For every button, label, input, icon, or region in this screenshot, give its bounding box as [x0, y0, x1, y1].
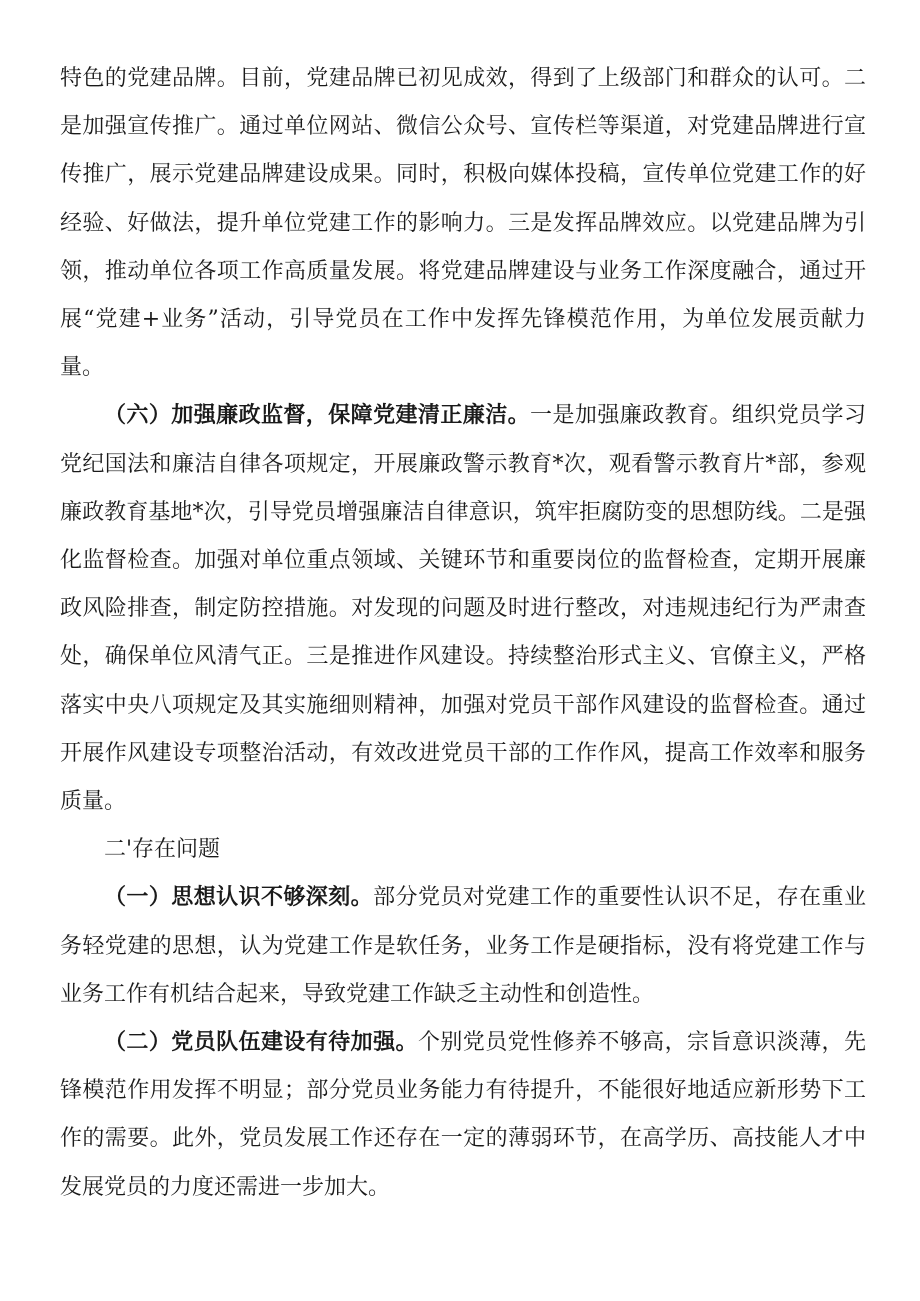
paragraph-heading: （六）加强廉政监督，保障党建清正廉洁。 [104, 403, 531, 429]
paragraph-brand-continued: 特色的党建品牌。目前，党建品牌已初见成效，得到了上级部门和群众的认可。二是加强宣传推广。通过单位网站、微信公众号、宣传栏等渠道，对党建品牌进行宣传推广，展示党建品牌建设成果。同时，积极向媒体投稿，宣传单位党建工作的好经验、好做法，提升单位党建工作的影响力。三是发挥品牌效应。以党建品牌为引领，推动单位各项工作高质量发展。将党建品牌建设与业务工作深度融合，通过开展“党建+业务”活动，引导党员在工作中发挥先锋模范作用，为单位发展贡献力量。 [60, 66, 866, 381]
document-body [60, 55, 866, 1212]
paragraph-heading: （一）思想认识不够深刻。 [104, 885, 374, 911]
paragraph-ideological-awareness [60, 874, 866, 1019]
paragraph-text: 部分党员对党建工作的重要性认识不足，存在重业务轻党建的思想，认为党建工作是软任务，业务工作是硬指标，没有将党建工作与业务工作有机结合起来，导致党建工作缺乏主动性和创造性。 [60, 885, 866, 1007]
paragraph-text: 一是加强廉政教育。组织党员学习党纪国法和廉洁自律各项规定，开展廉政警示教育*次，观看警示教育片*部，参观廉政教育基地*次，引导党员增强廉洁自律意识，筑牢拒腐防变的思想防线。二是强化监督检查。加强对单位重点领域、关键环节和重要岗位的监督检查，定期开展廉政风险排查，制定防控措施。对发现的问题及时进行整改，对违规违纪行为严肃查处，确保单位风清气正。三是推进作风建设。持续整治形式主义、官僚主义，严格落实中央八项规定及其实施细则精神，加强对党员干部作风建设的监督检查。通过开展作风建设专项整治活动，有效改进党员干部的工作作风，提高工作效率和服务质量。 [60, 403, 866, 815]
paragraph-integrity-supervision [60, 392, 866, 826]
paragraph-text: 个别党员党性修养不够高，宗旨意识淡薄，先锋模范作用发挥不明显；部分党员业务能力有待提升，不能很好地适应新形势下工作的需要。此外，党员发展工作还存在一定的薄弱环节，在高学历、高技能人才中发展党员的力度还需进一步加大。 [60, 1030, 866, 1200]
paragraph-member-team [60, 1019, 866, 1212]
paragraph-heading: （二）党员队伍建设有待加强。 [104, 1030, 418, 1056]
section-title-problems: 二'存在问题 [104, 837, 221, 863]
